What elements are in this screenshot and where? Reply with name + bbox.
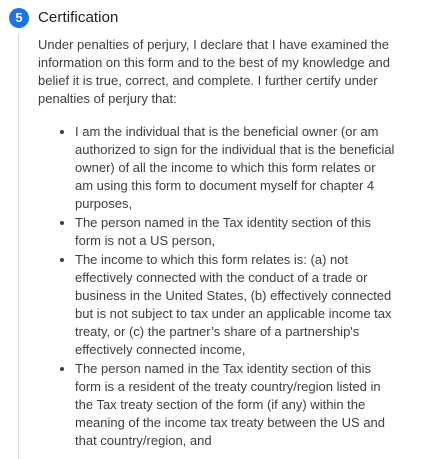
certification-item: • The person named in the Tax identity section of this form is a resident of the treaty country/region listed in the Tax treaty section of the form (if any) within the meaning of the income tax treaty between the US and that country/region, and — [75, 359, 395, 450]
section-title: Certification — [38, 9, 119, 26]
step-connector-line — [18, 34, 19, 459]
certification-item: • I am the individual that is the beneficial owner (or am authorized to sign for the individual that is the beneficial owner) of all the income to which this form relates or am using this form to document myself for chapter 4 purposes, — [75, 122, 395, 213]
certification-item: • The person named in the Tax identity section of this form is not a US person, — [75, 213, 395, 250]
certification-list — [38, 122, 423, 450]
certification-content — [38, 36, 423, 450]
step-number-badge: 5 — [9, 8, 29, 28]
certification-item: • The income to which this form relates is: (a) not effectively connected with the conduct of a trade or business in the United States, (b) effectively connected but is not subject to tax under an applicable income tax treaty, or (c) the partner’s share of a partnership's effectively connected income, — [75, 250, 395, 359]
certification-intro: Under penalties of perjury, I declare that I have examined the information on this form and to the best of my knowledge and belief it is true, correct, and complete. I further certify under penalties of perjury that: — [38, 37, 390, 106]
